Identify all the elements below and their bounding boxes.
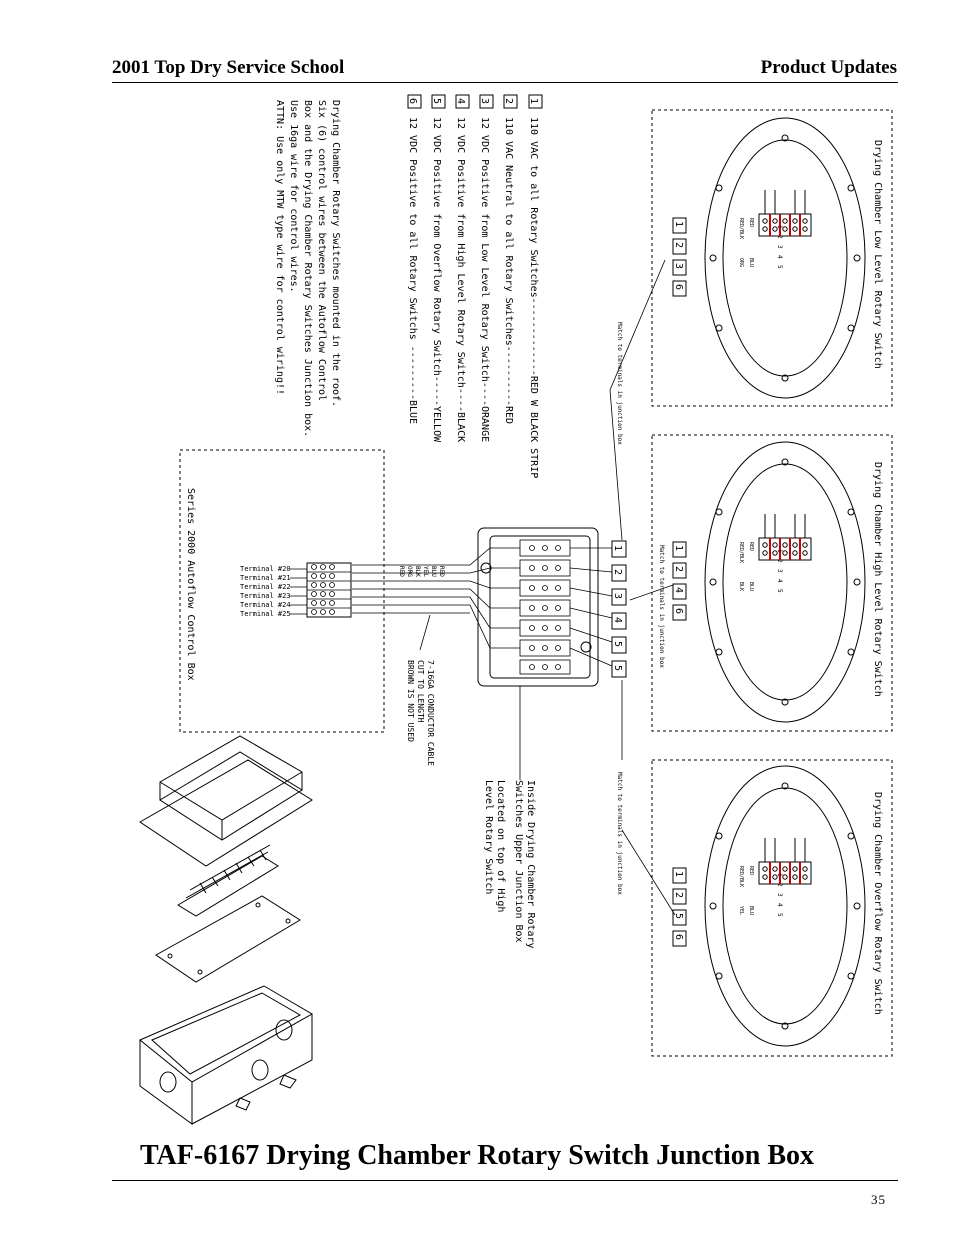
junction-box	[478, 528, 626, 686]
high-wire-3: BLK	[738, 582, 744, 592]
note-line-2: Six (6) control wires between the Autoflow Control	[316, 100, 327, 402]
overflow-pin-label-2: 2	[776, 883, 783, 887]
cable-color-1: RED	[398, 566, 405, 577]
cable-color-6: RED	[438, 566, 445, 577]
overflow-pin-label-3: 3	[776, 893, 783, 897]
note-line-5: ATTN: Use only MTW type wire for control wiring!!	[274, 100, 285, 396]
low-wire-4: BLU	[748, 258, 754, 268]
legend-text-5: 12 VDC Positive from Overflow Rotary Switch-----YELLOW	[431, 117, 442, 443]
overflow-wire-4: BLU	[748, 906, 754, 916]
overflow-term-1: 1	[673, 871, 684, 878]
cable-color-4: YEL	[422, 566, 429, 577]
note-line-3: Box and the Drying Chamber Rotary Switches Junction box.	[302, 100, 313, 438]
junction-note-line-1: Inside Drying Chamber Rotary	[525, 780, 536, 949]
legend-row-1	[528, 95, 542, 478]
legend-text-2: 110 VAC Neutral to all Rotary Switches----------RED	[503, 117, 514, 425]
jb-term-2: 2	[612, 569, 623, 576]
jb-term-1: 1	[612, 545, 623, 552]
overflow-pin-label-4: 4	[776, 903, 783, 907]
low-term-2: 2	[673, 242, 684, 249]
control-box-title: Series 2000 Autoflow Control Box	[185, 488, 196, 681]
low-term-4: 6	[673, 284, 684, 291]
match-note-low	[610, 260, 665, 540]
overflow-term-2: 2	[673, 892, 684, 899]
high-pin-label-2: 2	[776, 559, 783, 563]
junction-note-line-3: Located on top of High	[495, 780, 506, 913]
overflow-wire-2: RED	[748, 866, 754, 876]
cable-color-2: ORG	[406, 566, 413, 577]
legend-row-6	[407, 95, 421, 424]
high-term-3: 4	[673, 587, 684, 594]
overflow-wire-3: YEL	[738, 906, 744, 916]
low-pin-label-3: 3	[776, 245, 783, 249]
high-pin-label-4: 4	[776, 579, 783, 583]
header-right: Product Updates	[760, 57, 897, 78]
overflow-switch-title: Drying Chamber Overflow Rotary Switch	[872, 792, 883, 1015]
low-pin-label-5: 5	[776, 265, 783, 269]
wiring-notes	[274, 100, 341, 437]
exploded-enclosure-illustration	[140, 736, 312, 1124]
low-wire-2: RED	[748, 218, 754, 228]
jb-term-5: 5	[612, 641, 623, 648]
jb-term-3: 3	[612, 593, 623, 600]
low-pin-label-1: 1	[776, 225, 783, 229]
low-term-1: 1	[673, 221, 684, 228]
jb-term-4: 4	[612, 617, 623, 624]
wire-legend	[407, 95, 542, 478]
control-terminal-25: Terminal #25	[240, 610, 291, 618]
match-note-overflow-text: Match to terminals in junction box	[616, 772, 623, 895]
switch-panel-low	[652, 110, 892, 406]
overflow-pin-label-5: 5	[776, 913, 783, 917]
legend-num-2: 2	[503, 98, 514, 105]
cable-wire-colors	[398, 566, 445, 577]
control-terminal-21: Terminal #21	[240, 574, 291, 582]
high-term-1: 1	[673, 545, 684, 552]
low-pin-label-4: 4	[776, 255, 783, 259]
footer-rule	[112, 1180, 898, 1181]
low-wire-1: RED/BLK	[738, 218, 744, 240]
control-terminal-24: Terminal #24	[240, 601, 291, 609]
switch-panel-overflow	[652, 760, 892, 1056]
high-pin-label-3: 3	[776, 569, 783, 573]
cable-color-5: BLU	[430, 566, 437, 577]
overflow-term-4: 6	[673, 934, 684, 941]
legend-num-3: 3	[479, 98, 490, 105]
page-number: 35	[871, 1192, 886, 1207]
high-wire-4: BLU	[748, 582, 754, 592]
legend-num-6: 6	[407, 98, 418, 105]
overflow-pin-label-1: 1	[776, 873, 783, 877]
legend-text-1: 110 VAC to all Rotary Switches-------------RED W BLACK STRIP	[528, 117, 539, 479]
high-term-2: 2	[673, 566, 684, 573]
page-title: TAF-6167 Drying Chamber Rotary Switch Junction Box	[139, 1140, 815, 1171]
high-wire-1: RED/BLK	[738, 542, 744, 564]
control-terminal-22: Terminal #22	[240, 583, 291, 591]
control-terminal-20: Terminal #20	[240, 565, 291, 573]
control-terminal-23: Terminal #23	[240, 592, 291, 600]
legend-num-1: 1	[528, 98, 539, 105]
low-wire-3: ORG	[738, 258, 744, 268]
legend-text-3: 12 VDC Positive from Low Level Rotary Switch----ORANGE	[479, 117, 490, 443]
cable-note	[406, 660, 435, 766]
match-note-low-text: Match to terminals in junction box	[616, 322, 623, 445]
low-term-3: 3	[673, 263, 684, 270]
junction-note-line-2: Switches Upper Junction Box	[513, 780, 524, 943]
match-note-high-text: Match to terminals in junction box	[658, 545, 665, 668]
high-wire-2: RED	[748, 542, 754, 552]
legend-text-4: 12 VDC Positive from High Level Rotary Switch----BLACK	[455, 117, 466, 443]
high-pin-label-5: 5	[776, 589, 783, 593]
legend-row-2	[503, 95, 517, 424]
cable-note-line-2: CUT TO LENGTH	[416, 660, 425, 723]
legend-num-4: 4	[455, 98, 466, 105]
low-switch-title: Drying Chamber Low Level Rotary Switch	[872, 140, 883, 369]
overflow-term-3: 5	[673, 913, 684, 920]
junction-note	[483, 686, 536, 949]
header-left: 2001 Top Dry Service School	[112, 57, 345, 78]
control-cable	[352, 548, 520, 650]
legend-text-6: 12 VDC Positive to all Rotary Switchs ---------BLUE	[407, 117, 418, 425]
switch-panel-high	[652, 435, 892, 731]
cable-note-line-1: 7-16GA CONDUCTOR CABLE	[426, 660, 435, 766]
cable-note-line-3: BROWN IS NOT USED	[406, 660, 415, 742]
control-box	[180, 450, 384, 732]
legend-row-5	[431, 95, 445, 443]
note-line-1: Drying Chamber Rotary Switches mounted in the roof.	[330, 100, 341, 408]
low-pin-label-2: 2	[776, 235, 783, 239]
legend-row-3	[479, 95, 493, 442]
note-line-4: Use 16ga wire for control wires.	[288, 100, 299, 293]
cable-color-3: BLK	[414, 566, 421, 577]
high-term-4: 6	[673, 608, 684, 615]
overflow-wire-1: RED/BLK	[738, 866, 744, 888]
high-pin-label-1: 1	[776, 549, 783, 553]
legend-row-4	[455, 95, 469, 442]
match-note-overflow	[616, 680, 675, 915]
legend-num-5: 5	[431, 98, 442, 105]
high-switch-title: Drying Chamber High Level Rotary Switch	[872, 462, 883, 697]
jb-term-6: 5	[612, 665, 623, 672]
junction-note-line-4: Level Rotary Switch	[483, 780, 494, 895]
